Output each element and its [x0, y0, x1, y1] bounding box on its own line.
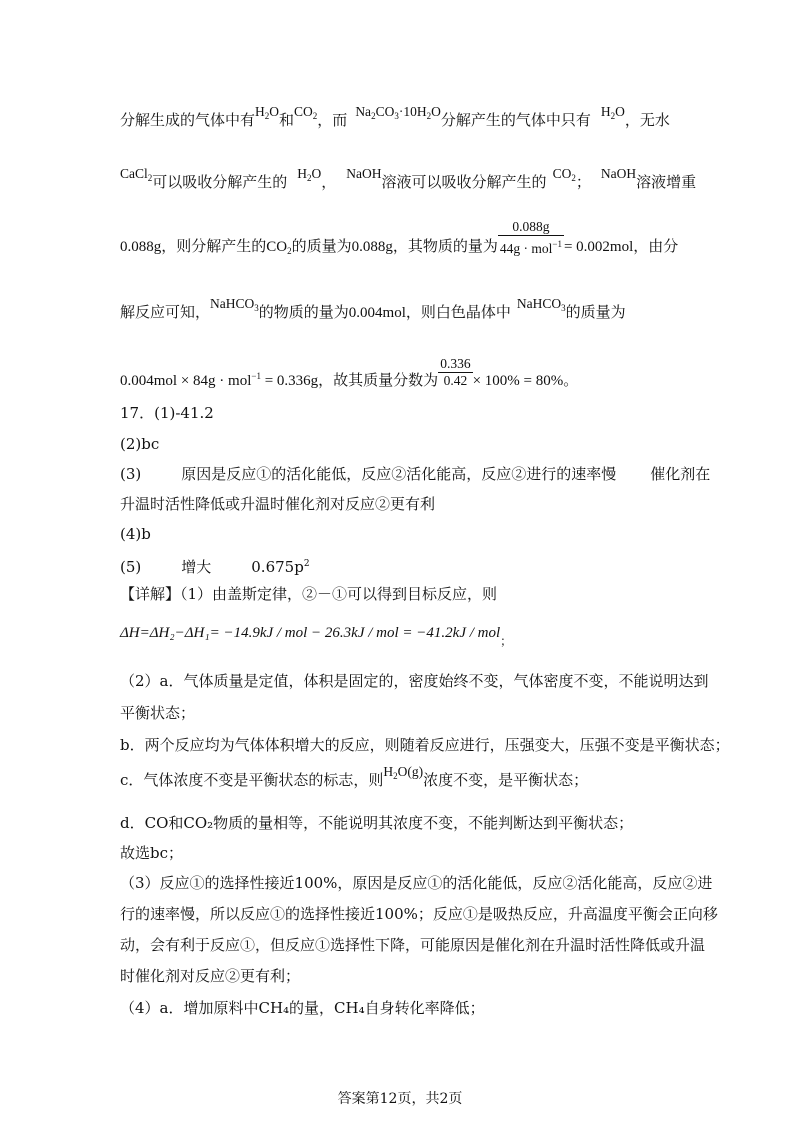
formula-nahco3: NaHCO$_3$ [210, 296, 259, 313]
text: 的质量为 [565, 303, 626, 321]
text: 浓度不变，是平衡状态； [423, 771, 589, 789]
formula-h2o: $H_2O$ [600, 104, 625, 121]
text-line [120, 166, 697, 197]
text-line: （3）反应①的选择性接近100%，原因是反应①的活化能低，反应②活化能高，反应②进 [120, 874, 713, 892]
formula-h2o-gas: $H_2O(g)$ [383, 764, 424, 781]
text: ， [321, 173, 337, 191]
answer-5 [120, 554, 310, 577]
answer-title: 17．(1)-41.2 [120, 404, 214, 422]
text-line: 行的速率慢，所以反应①的选择性接近100%；反应①是吸热反应，升高温度平衡会正向移 [120, 905, 718, 923]
text-line [120, 296, 626, 327]
equation-line [120, 622, 513, 648]
formula-co2: $CO_2$ [552, 166, 576, 183]
text-line: 时催化剂对反应②更有利； [120, 967, 301, 985]
answer-2: (2)bc [120, 435, 160, 453]
formula-naoh: NaOH [346, 166, 382, 181]
text: 和 [279, 111, 295, 129]
answer-3 [120, 464, 710, 484]
formula-mass-calc: 0.004mol × 84g · mol$^{-1}$ = 0.336g [120, 371, 319, 389]
text-line [120, 104, 670, 135]
text: ，由分 [633, 237, 679, 255]
text: 可以吸收分解产生的 [152, 173, 288, 191]
text: 的物质的量为 [258, 303, 349, 321]
text: 。 [563, 371, 579, 389]
formula-co2: $CO_2$ [266, 239, 292, 256]
answer-3-cont: 升温时活性降低或升温时催化剂对反应②更有利 [120, 495, 436, 513]
text-line: 故选bc； [120, 844, 184, 862]
text: ，则白色晶体中 [405, 303, 511, 321]
detail-heading: 【详解】 [120, 585, 181, 603]
text: 增大 [181, 558, 212, 576]
text: （1）由盖斯定律，②－①可以得到目标反应，则 [180, 585, 498, 603]
text: 溶液增重 [636, 173, 697, 191]
answer-number: (5) [120, 558, 142, 576]
text: 催化剂在 [650, 465, 711, 483]
formula-h2o: $H_2O$ [297, 166, 322, 183]
formula-na2co3: $Na_2CO_3\cdot 10H_2O$ [355, 104, 441, 121]
text: ，故其质量分数为 [318, 371, 439, 389]
formula-co2: $CO_2$ [294, 104, 318, 121]
text: 解反应可知， [120, 303, 211, 321]
formula-percent: × 100% = 80% [472, 373, 564, 389]
text: ； [500, 634, 513, 648]
formula-mass: 0.088g [351, 239, 393, 255]
text: c．气体浓度不变是平衡状态的标志，则 [120, 771, 384, 789]
formula-moles: 0.004mol [348, 305, 406, 321]
text-line: （4）a．增加原料中CH₄的量，CH₄自身转化率降低； [120, 999, 485, 1017]
text: ，而 [317, 111, 348, 129]
formula-cacl2: CaCl$_2$ [120, 166, 153, 183]
detail-intro [120, 584, 497, 604]
text: ，则分解产生的 [161, 237, 267, 255]
text: 原因是反应①的活化能低，反应②活化能高，反应②进行的速率慢 [181, 465, 617, 483]
text-line [120, 219, 679, 261]
text: ； [575, 173, 591, 191]
text-line: b．两个反应均为气体体积增大的反应，则随着反应进行，压强变大，压强不变是平衡状态； [120, 736, 730, 754]
text-line: 平衡状态； [120, 704, 196, 722]
fraction: $\frac{0.088g}{44g \cdot mol^{-1}}$ [499, 219, 562, 256]
formula-h2o: $H_2O$ [255, 104, 280, 121]
formula-kp: $0.675p^2$ [251, 558, 310, 576]
formula-nahco3: NaHCO$_3$ [516, 296, 566, 313]
formula-naoh: NaOH [600, 166, 637, 181]
text: 溶液可以吸收分解产生的 [381, 173, 547, 191]
text-line: d．CO和CO₂物质的量相等，不能说明其浓度不变，不能判断达到平衡状态； [120, 814, 634, 832]
text: ，无水 [624, 111, 670, 129]
text-line: （2）a．气体质量是定值，体积是固定的，密度始终不变，气体密度不变，不能说明达到 [120, 672, 709, 690]
page-footer: 答案第12页，共2页 [337, 1091, 463, 1107]
text: ，其物质的量为 [392, 237, 498, 255]
text: 的质量为 [291, 237, 352, 255]
answer-number: (3) [120, 465, 142, 483]
fraction: $\frac{0.336}{0.42}$ [440, 355, 471, 388]
text-line: 动，会有利于反应①，但反应①选择性下降，可能原因是催化剂在升温时活性降低或升温 [120, 936, 706, 954]
answer-4: (4)b [120, 525, 151, 543]
formula-mass: 0.088g [120, 239, 162, 255]
formula-result: = 0.002mol [563, 239, 634, 255]
enthalpy-equation: ΔH=ΔH₂−ΔH₁= −14.9kJ / mol − 26.3kJ / mol = −41.2kJ / mol [120, 625, 501, 641]
text-line [120, 764, 589, 795]
text: 分解生成的气体中有 [120, 111, 256, 129]
text: 分解产生的气体中只有 [440, 111, 591, 129]
text-line [120, 355, 579, 391]
